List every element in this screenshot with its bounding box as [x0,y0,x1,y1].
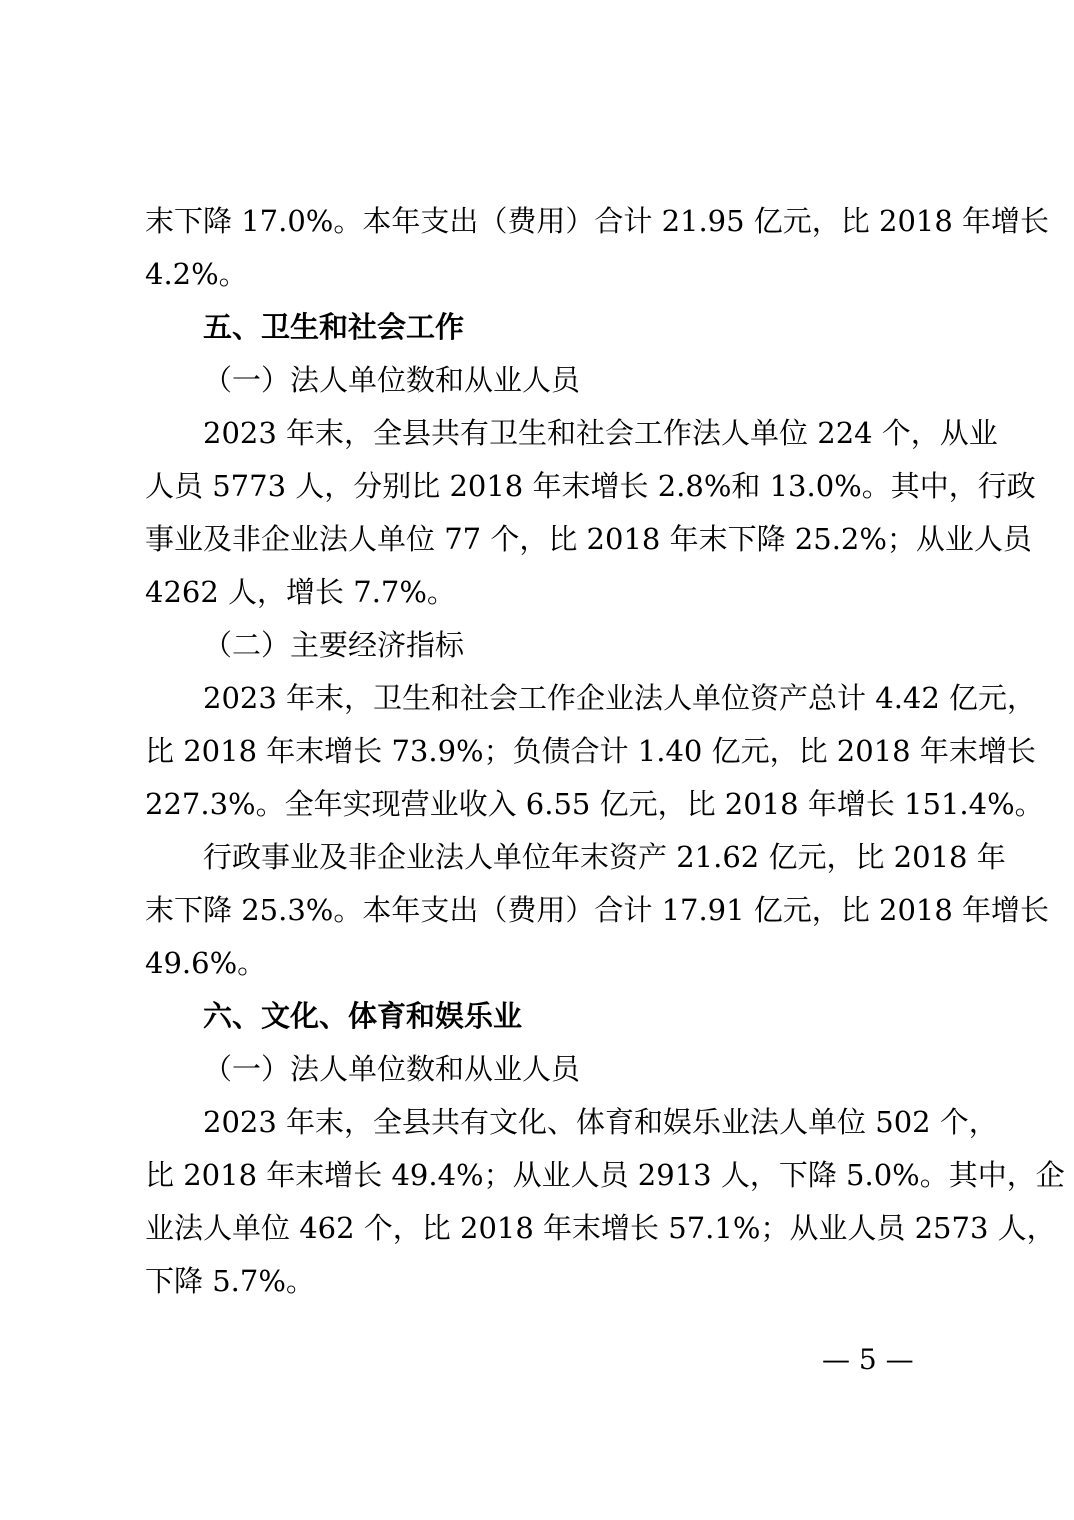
subsection-heading: （二）主要经济指标 [203,628,465,662]
text-line: 2023 年末，全县共有卫生和社会工作法人单位 224 个，从业 [203,416,998,450]
subsection-heading: （一）法人单位数和从业人员 [203,1052,581,1086]
text-line: 49.6%。 [145,946,267,980]
text-line: 事业及非企业法人单位 77 个，比 2018 年末下降 25.2%；从业人员 [145,522,1032,556]
text-line: 2023 年末，卫生和社会工作企业法人单位资产总计 4.42 亿元， [203,681,1037,715]
text-line: 业法人单位 462 个，比 2018 年末增长 57.1%；从业人员 2573 人， [145,1211,1056,1245]
text-line: 4.2%。 [145,257,248,291]
text-line: 4262 人，增长 7.7%。 [145,575,456,609]
subsection-heading: （一）法人单位数和从业人员 [203,363,581,397]
text-line: 行政事业及非企业法人单位年末资产 21.62 亿元，比 2018 年 [203,840,1006,874]
text-line: 比 2018 年末增长 49.4%；从业人员 2913 人，下降 5.0%。其中，企 [145,1158,1065,1192]
section-heading-culture: 六、文化、体育和娱乐业 [203,999,523,1033]
text-line: 人员 5773 人，分别比 2018 年末增长 2.8%和 13.0%。其中，行政 [145,469,1036,503]
text-line: 末下降 17.0%。本年支出（费用）合计 21.95 亿元，比 2018 年增长 [145,204,1050,238]
text-line: 末下降 25.3%。本年支出（费用）合计 17.91 亿元，比 2018 年增长 [145,893,1050,927]
page-number: — 5 — [822,1343,914,1376]
text-line: 比 2018 年末增长 73.9%；负债合计 1.40 亿元，比 2018 年末增长 [145,734,1036,768]
section-heading-health: 五、卫生和社会工作 [203,310,465,344]
document-body [145,195,1065,1308]
text-line: 227.3%。全年实现营业收入 6.55 亿元，比 2018 年增长 151.4%。 [145,787,1044,821]
text-line: 2023 年末，全县共有文化、体育和娱乐业法人单位 502 个， [203,1105,998,1139]
text-line: 下降 5.7%。 [145,1264,315,1298]
